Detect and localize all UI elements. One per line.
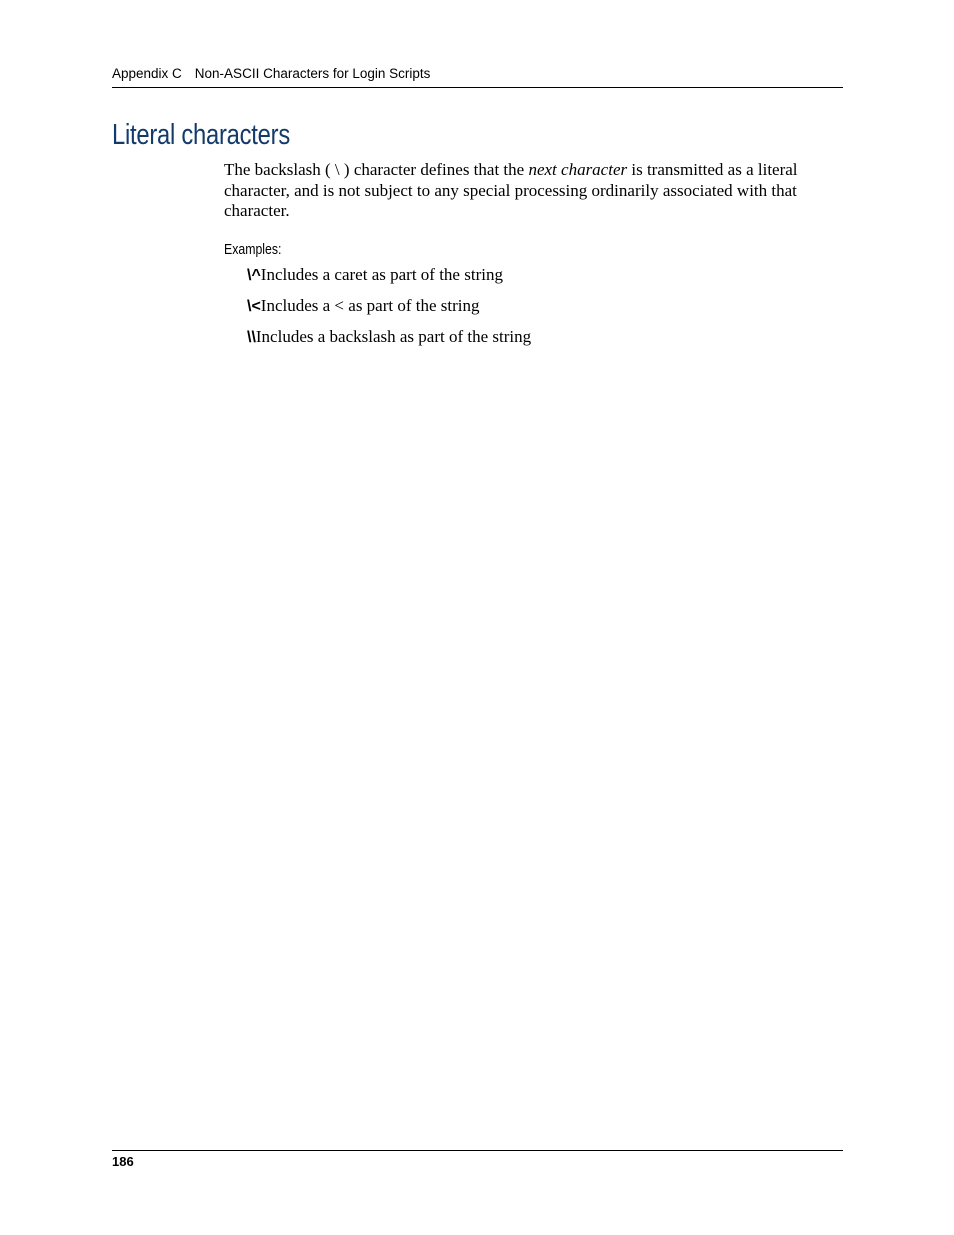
example-description: Includes a < as part of the string: [260, 296, 480, 315]
examples-heading: Examples:: [224, 241, 282, 258]
example-code: \^: [247, 267, 261, 284]
paragraph-text-end: is transmitted as a literal character, and is not subject to any special processing ordinarily associated with that character.: [224, 160, 798, 220]
header-rule: [112, 87, 843, 88]
running-header: [112, 65, 843, 83]
example-item: [247, 327, 531, 348]
section-title: Literal characters: [112, 119, 290, 151]
paragraph-text-start: The backslash ( \ ) character defines that the: [224, 160, 529, 179]
chapter-title: Non-ASCII Characters for Login Scripts: [194, 66, 431, 81]
appendix-label: Appendix C: [112, 66, 182, 81]
page-number: 186: [112, 1154, 134, 1169]
paragraph-emphasis: next character: [528, 160, 628, 179]
example-code: \<: [247, 298, 261, 315]
footer-rule: [112, 1150, 843, 1151]
example-description: Includes a caret as part of the string: [260, 265, 503, 284]
body-paragraph: [224, 160, 844, 222]
example-item: [247, 296, 480, 317]
example-code: \\: [247, 329, 256, 346]
example-item: [247, 265, 503, 286]
example-description: Includes a backslash as part of the string: [255, 327, 532, 346]
